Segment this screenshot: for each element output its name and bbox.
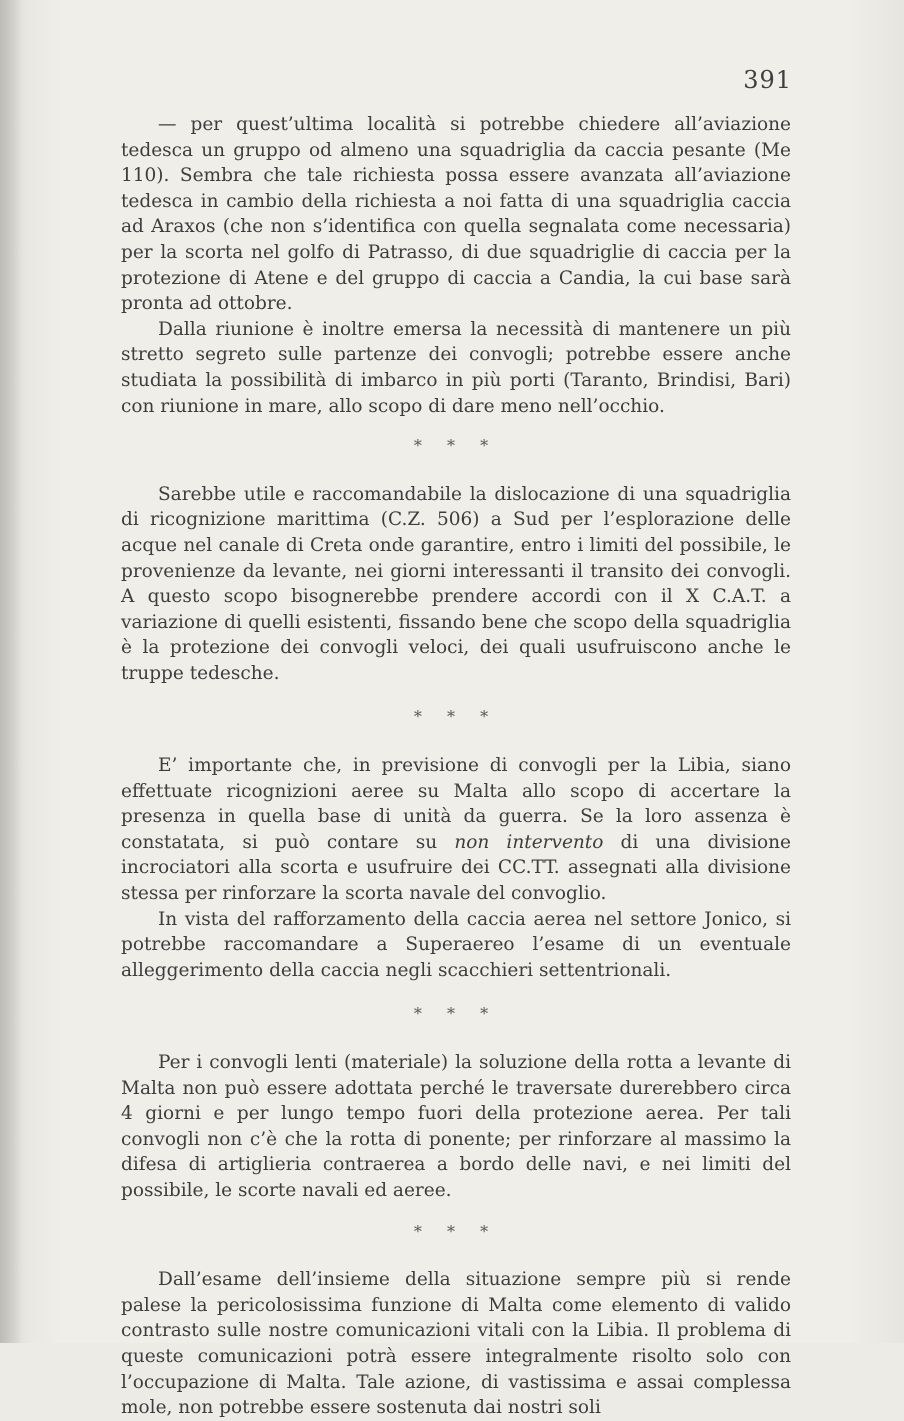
- paragraph-4: [121, 753, 791, 907]
- paragraph-2: Dalla riunione è inoltre emersa la necessità di mantenere un più stretto segreto sulle partenze dei convogli; potrebbe essere anche studiata la possibilità di imbarco in più porti (Taranto, Brindisi, Bari) con riunione in mare, allo scopo di dare meno nell’occhio.: [121, 318, 791, 417]
- section-separator-1: * * *: [413, 436, 499, 456]
- book-spine-shadow: [0, 0, 22, 1343]
- paragraph-1: — per quest’ultima località si potrebbe chiedere all’aviazione tedesca un gruppo od almeno una squadriglia da caccia pesante (Me 110). Sembra che tale richiesta possa essere avanzata all’aviazione tedesca in cambio della richiesta a noi fatta di una squadriglia caccia ad Araxos (che non s’identifica con quella segnalata come necessaria) per la scorta nel golfo di Patrasso, di due squadriglie di caccia per la protezione di Atene e del gruppo di caccia a Candia, la cui base sarà pronta ad ottobre.: [121, 114, 791, 315]
- paragraph-5: In vista del rafforzamento della caccia aerea nel settore Jonico, si potrebbe raccomandare a Superaereo l’esame di un eventuale alleggerimento della caccia negli scacchieri settentrionali.: [121, 908, 791, 981]
- paragraph-4-text-start: E’ importante che, in previsione di convogli per la Libia, siano effettuate ricognizioni aeree su Malta allo scopo di accertare la presenza in quella base di unità da guerra. Se la loro assenza è constatata, si può contare su: [121, 755, 791, 853]
- paragraph-7: Dall’esame dell’insieme della situazione sempre più si rende palese la pericolosissima funzione di Malta come elemento di valido contrasto sulle nostre comunicazioni vitali con la Libia. Il problema di queste comunicazioni potrà essere integralmente risolto solo con l’occupazione di Malta. Tale azione, di vastissima e assai complessa mole, non potrebbe essere sostenuta dai nostri soli: [121, 1269, 791, 1419]
- page-body: [121, 112, 791, 1421]
- page-number: 391: [743, 66, 792, 94]
- section-separator-2: * * *: [413, 707, 499, 727]
- paragraph-3: Sarebbe utile e raccomandabile la dislocazione di una squadriglia di ricognizione marittima (C.Z. 506) a Sud per l’esplorazione delle acque nel canale di Creta onde garantire, entro i limiti del possibile, le provenienze da levante, nei giorni interessanti il transito dei convogli. A questo scopo bisognerebbe prendere accordi con il X C.A.T. a variazione di quelli esistenti, fissando bene che scopo della squadriglia è la protezione dei convogli veloci, dei quali usufruiscono anche le truppe tedesche.: [121, 483, 791, 684]
- section-separator-3: * * *: [413, 1004, 499, 1024]
- paragraph-4-text-end: di una divisione incrociatori alla scorta e usufruire dei CC.TT. assegnati alla divisione stessa per rinforzare la scorta navale del convoglio.: [121, 831, 791, 905]
- section-separator-4: * * *: [413, 1221, 499, 1241]
- paragraph-6: Per i convogli lenti (materiale) la soluzione della rotta a levante di Malta non può essere adottata perché le traversate durerebbero circa 4 giorni e per lungo tempo fuori della protezione aerea. Per tali convogli non c’è che la rotta di ponente; per rinforzare al massimo la difesa di artiglieria contraerea a bordo delle navi, e nei limiti del possibile, le scorte navali ed aeree.: [121, 1052, 791, 1201]
- paragraph-4-emphasis: non intervento: [454, 831, 604, 853]
